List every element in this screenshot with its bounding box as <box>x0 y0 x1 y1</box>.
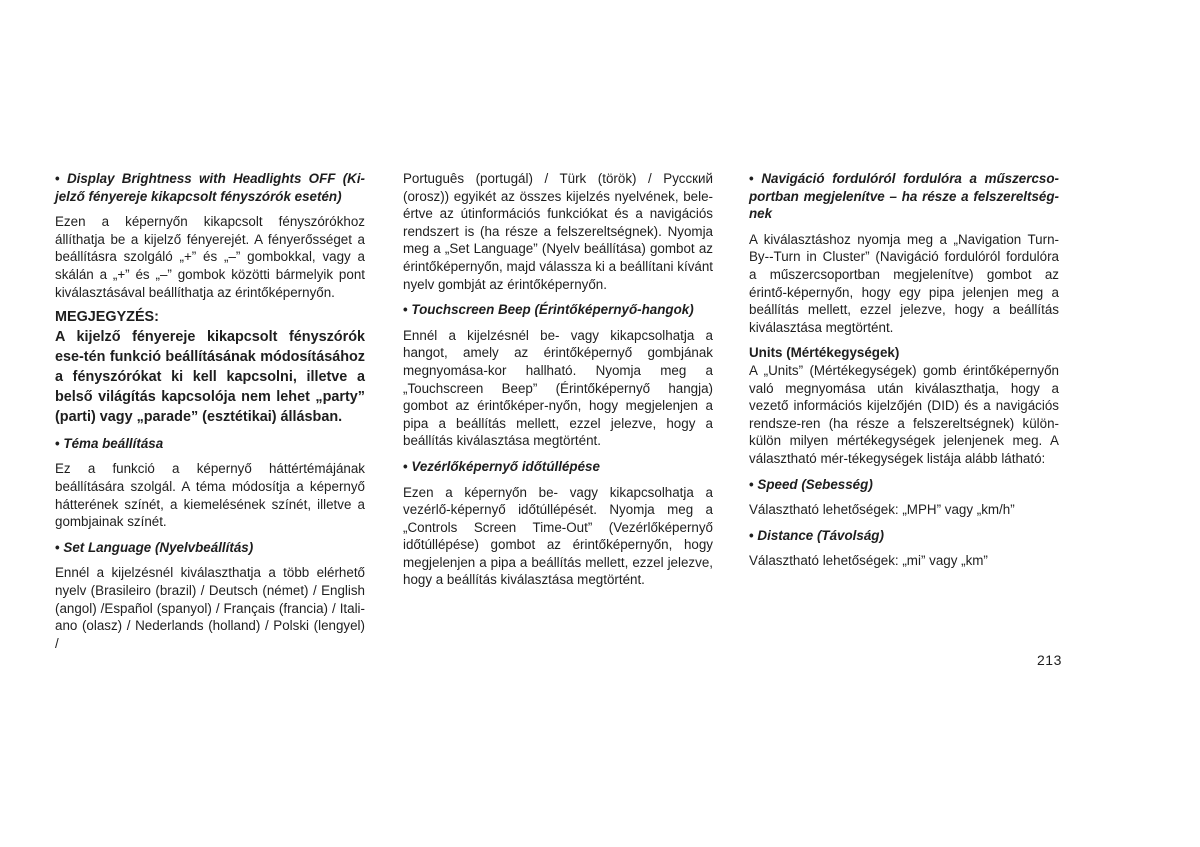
page-number: 213 <box>1037 652 1062 668</box>
column-left <box>55 170 365 660</box>
bullet-heading-touchscreen-beep: • Touchscreen Beep (Érintőképernyő-hangok) <box>403 301 713 319</box>
column-right <box>749 170 1059 578</box>
bullet-heading-display-brightness: • Display Brightness with Headlights OFF (Ki-jelző fényereje kikapcsolt fényszórók esetén) <box>55 170 365 205</box>
bullet-heading-navigation-cluster: • Navigáció fordulóról fordulóra a műszercso-portban megjelenítve – ha része a felszereltség-nek <box>749 170 1059 223</box>
paragraph-navigation-cluster: A kiválasztáshoz nyomja meg a „Navigation Turn-By--Turn in Cluster” (Navigáció fordulóról fordulóra a műszercsoportban megjelenítve) gombot az érintő-képernyőn, hogy egy pipa jelenjen meg a beállítás mellett, ezzel jelezve, hogy a beállítás kiválasztása megtörtént. <box>749 231 1059 335</box>
paragraph-language-continued: Português (portugál) / Türk (török) / Русский (orosz)) egyikét az összes kijelzés nyelvének, bele-értve az útinformációs funkciókat és a navigációs rendszert is (ha része a felszereltségnek). Nyomja meg a „Set Language” (Nyelv beállítása) gombot az érintőképernyőn, majd válassza ki a beállítani kívánt nyelv gombját az érintőképernyőn. <box>403 171 713 292</box>
column-middle <box>403 170 713 597</box>
bullet-heading-set-language: • Set Language (Nyelvbeállítás) <box>55 539 365 557</box>
note-body: A kijelző fényereje kikapcsolt fényszórók ese-tén funkció beállításának módosításához a fényszórókat ki kell kapcsolni, illetve a belső világítás kapcsolója nem lehet „party” (parti) vagy „parade” (esztétikai) állásban. <box>55 328 365 425</box>
paragraph-distance: Választható lehetőségek: „mi” vagy „km” <box>749 553 988 569</box>
bullet-heading-theme: • Téma beállítása <box>55 435 365 453</box>
note-title: MEGJEGYZÉS: <box>55 309 159 326</box>
paragraph-touchscreen-beep: Ennél a kijelzésnél be- vagy kikapcsolhatja a hangot, amely az érintőképernyő gombjának megnyomása-kor hallható. Nyomja meg a „Touchscreen Beep” (Érintőképernyő hangja) gombot az érintőképer-nyőn, hogy megjelenjen a pipa a beállítás mellett, ezzel jelezve, hogy a beállítás kiválasztása megtörtént. <box>403 327 713 449</box>
bullet-heading-speed: • Speed (Sebesség) <box>749 476 1059 494</box>
paragraph-units: A „Units” (Mértékegységek) gomb érintőképernyőn való megnyomása után kiválaszthatja, hogy a vezető információs kijelzőjén (DID) és a navigációs rendsze-ren (ha része a felszereltségnek) külön-külön milyen mértékegységek jelenjenek meg. A választható mér-tékegységek listája alább látható: <box>749 362 1059 466</box>
paragraph-set-language: Ennél a kijelzésnél kiválaszthatja a több elérhető nyelv (Brasileiro (brazil) / Deutsch (német) / English (angol) /Español (spanyol) / Français (francia) / Itali-ano (olasz) / Nederlands (holland) / Polski (lengyel) / <box>55 565 365 651</box>
paragraph-theme: Ez a funkció a képernyő háttértémájának beállítására szolgál. A téma módosítja a képernyő hátterének színét, a kiemelésének színét, illetve a gombjainak színét. <box>55 461 365 530</box>
bullet-heading-controls-timeout: • Vezérlőképernyő időtúllépése <box>403 458 713 476</box>
bullet-heading-distance: • Distance (Távolság) <box>749 527 1059 545</box>
paragraph-controls-timeout: Ezen a képernyőn be- vagy kikapcsolhatja a vezérlő-képernyő időtúllépését. Nyomja meg a „Controls Screen Time-Out” (Vezérlőképernyő időtúllépése) gombot az érintőképernyőn, hogy megjelenjen a pipa a beállítás mellett, ezzel jelezve, hogy a beállítás kiválasztása megtörtént. <box>403 484 713 588</box>
paragraph-display-brightness: Ezen a képernyőn kikapcsolt fényszórókhoz állíthatja be a kijelző fényerejét. A fényerősséget a beállításra szolgáló „+” és „–” gombokkal, vagy a skálán a „+” és „–” gombok közötti bármelyik pont kiválasztásával beállíthatja az érintőképernyőn. <box>55 214 365 300</box>
heading-units: Units (Mértékegységek) <box>749 345 900 361</box>
paragraph-speed: Választható lehetőségek: „MPH” vagy „km/h” <box>749 502 1015 518</box>
